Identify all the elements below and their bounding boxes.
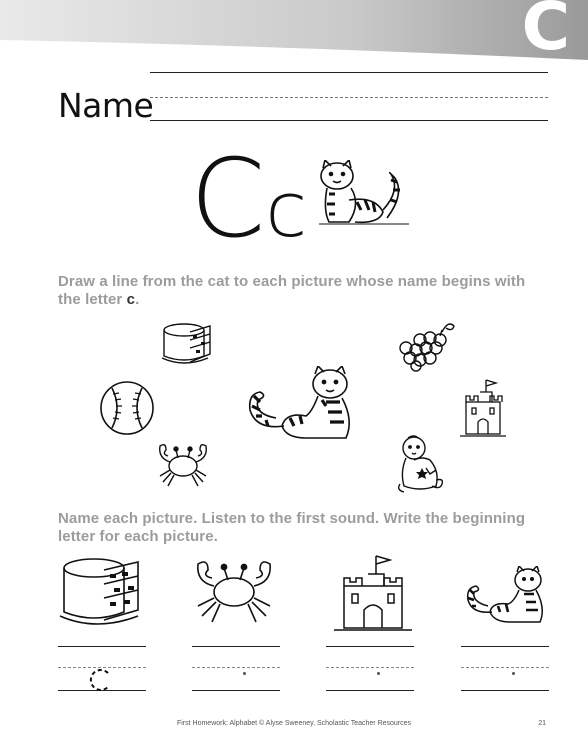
baseball-icon[interactable] <box>98 380 156 436</box>
castle-icon <box>334 554 412 634</box>
crab-icon <box>190 556 278 632</box>
write-mid-line <box>192 667 280 668</box>
start-dot <box>512 672 515 675</box>
write-top-line <box>192 646 280 647</box>
big-letters <box>190 137 308 262</box>
top-guide-line <box>150 72 548 73</box>
uppercase-letter: C <box>190 137 266 262</box>
header-band <box>0 0 588 65</box>
cake-icon <box>58 558 146 630</box>
write-mid-line <box>461 667 549 668</box>
write-top-line <box>461 646 549 647</box>
cat-icon[interactable] <box>246 366 358 444</box>
write-top-line <box>58 646 146 647</box>
footer-credit: First Homework: Alphabet © Alyse Sweeney, Scholastic Teacher Resources <box>176 720 412 727</box>
instruction-letter: c <box>126 291 136 308</box>
mid-guide-line <box>150 97 548 98</box>
name-label: Name <box>58 86 154 125</box>
instruction-1: Draw a line from the cat to each picture whose name begins with the letter c. <box>58 273 526 308</box>
write-base-line[interactable] <box>192 690 280 691</box>
corner-letter: C <box>521 0 570 65</box>
cat-icon <box>305 160 413 232</box>
name-write-line[interactable] <box>150 120 548 121</box>
cat-icon <box>464 566 548 626</box>
start-dot <box>377 672 380 675</box>
cake-icon[interactable] <box>160 322 214 368</box>
traced-letter-c <box>88 667 112 691</box>
baby-icon[interactable] <box>396 434 446 494</box>
lowercase-letter: c <box>265 165 308 254</box>
write-base-line[interactable] <box>326 690 414 691</box>
castle-icon[interactable] <box>460 376 506 438</box>
start-dot <box>243 672 246 675</box>
write-mid-line <box>326 667 414 668</box>
write-base-line[interactable] <box>461 690 549 691</box>
grapes-icon[interactable] <box>396 318 458 372</box>
write-top-line <box>326 646 414 647</box>
crab-icon[interactable] <box>154 440 212 492</box>
instruction-2: Name each picture. Listen to the first sound. Write the beginning letter for each picture. <box>58 510 526 545</box>
page-number: 21 <box>538 720 546 727</box>
